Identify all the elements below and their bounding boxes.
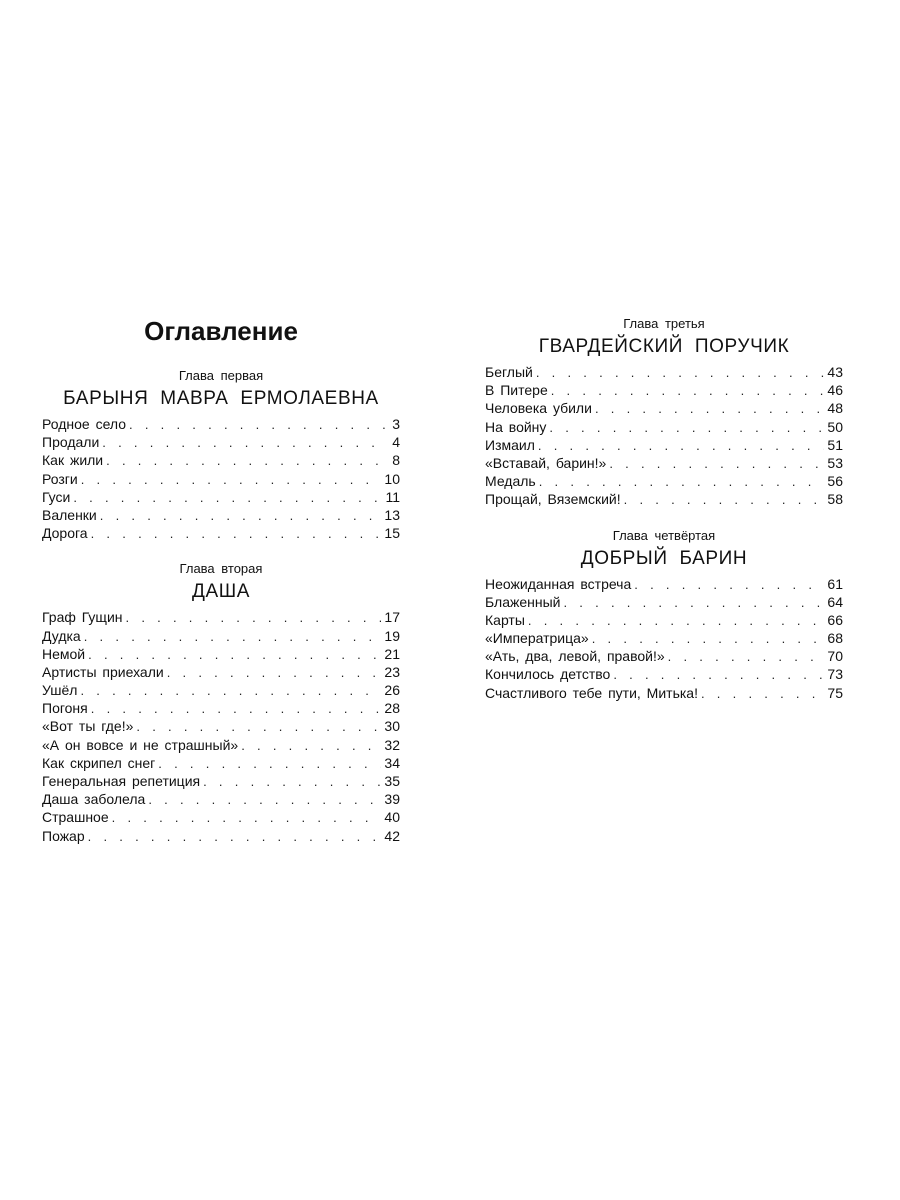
toc-entry-title: Медаль <box>485 473 536 490</box>
dot-leader <box>88 646 381 664</box>
toc-entry[interactable] <box>42 506 400 524</box>
toc-entry[interactable] <box>42 717 400 735</box>
toc-entry-page-number: 3 <box>392 416 400 432</box>
toc-entry-title: Неожиданная встреча <box>485 575 632 592</box>
toc-entry-title: Валенки <box>42 506 97 523</box>
dot-leader <box>624 491 825 509</box>
toc-entry-page-number: 42 <box>384 827 400 844</box>
dot-leader <box>102 434 385 452</box>
toc-entry-page-number: 56 <box>827 473 843 490</box>
toc-entry-page-number: 43 <box>827 364 843 380</box>
toc-entry-page-number: 32 <box>384 736 400 753</box>
toc-entry-title: Родное село <box>42 416 126 432</box>
toc-entry-page-number: 53 <box>827 454 843 471</box>
toc-entry[interactable] <box>42 754 400 772</box>
toc-title: Оглавление <box>144 316 298 346</box>
toc-entry[interactable] <box>42 681 400 699</box>
dot-leader <box>136 718 381 736</box>
toc-entry-page-number: 70 <box>827 648 843 665</box>
dot-leader <box>592 630 825 648</box>
dot-leader <box>241 737 381 755</box>
toc-entry[interactable] <box>485 647 843 665</box>
toc-entry-title: Дорога <box>42 525 88 542</box>
chapter-label: Глава первая <box>178 368 264 383</box>
chapter-label: Глава четвёртая <box>612 527 716 543</box>
toc-entry-title: «Вот ты где!» <box>42 718 134 735</box>
toc-entry-title: Розги <box>42 470 78 487</box>
dot-leader <box>203 773 381 791</box>
toc-entry[interactable] <box>42 790 400 808</box>
chapter-entries <box>42 415 400 542</box>
toc-entry[interactable] <box>42 736 400 754</box>
toc-entry-title: Гуси <box>42 488 71 505</box>
dot-leader <box>551 382 825 400</box>
toc-entry-page-number: 28 <box>384 700 400 717</box>
toc-entry-page-number: 50 <box>827 418 843 435</box>
toc-entry-page-number: 34 <box>384 754 400 771</box>
toc-left-column <box>42 316 400 845</box>
dot-leader <box>613 666 824 684</box>
toc-entry-title: Карты <box>485 611 525 628</box>
toc-entry[interactable] <box>485 684 843 702</box>
dot-leader <box>106 452 385 470</box>
chapter-entries <box>485 363 843 509</box>
toc-entry-page-number: 17 <box>384 609 400 626</box>
chapter-entries <box>42 608 400 844</box>
toc-entry-page-number: 58 <box>827 491 843 508</box>
dot-leader <box>701 685 824 703</box>
chapter-label: Глава третья <box>623 316 705 331</box>
toc-entry[interactable] <box>42 608 400 626</box>
toc-entry-page-number: 19 <box>384 627 400 644</box>
toc-entry-title: Беглый <box>485 364 533 380</box>
toc-entry-title: Ушёл <box>42 682 78 699</box>
dot-leader <box>112 809 382 827</box>
toc-entry-title: Прощай, Вяземский! <box>485 491 621 508</box>
toc-entry-page-number: 39 <box>384 791 400 808</box>
toc-entry[interactable] <box>42 645 400 663</box>
toc-entry-page-number: 73 <box>827 666 843 683</box>
toc-entry-title: Кончилось детство <box>485 666 611 683</box>
dot-leader <box>126 609 382 627</box>
toc-entry[interactable] <box>485 665 843 683</box>
toc-entry[interactable] <box>42 415 400 433</box>
dot-leader <box>536 364 825 382</box>
toc-entry[interactable] <box>42 772 400 790</box>
toc-entry[interactable] <box>485 399 843 417</box>
toc-entry-page-number: 64 <box>827 593 843 610</box>
toc-entry-page-number: 35 <box>384 773 400 789</box>
toc-entry-title: Как жили <box>42 452 104 469</box>
toc-entry-page-number: 40 <box>384 809 400 826</box>
chapter-1 <box>42 368 400 542</box>
dot-leader <box>91 525 382 543</box>
toc-entry-page-number: 30 <box>384 718 400 735</box>
toc-entry-title: На войну <box>485 418 547 435</box>
toc-entry[interactable] <box>485 472 843 490</box>
toc-entry-title: Счастливого тебе пути, Митька! <box>485 684 698 701</box>
dot-leader <box>668 648 825 666</box>
toc-entry-page-number: 51 <box>827 436 843 453</box>
toc-entry-page-number: 68 <box>827 630 843 647</box>
chapter-title: БАРЫНЯ МАВРА ЕРМОЛАЕВНА <box>63 388 379 409</box>
toc-entry[interactable] <box>42 808 400 826</box>
dot-leader <box>148 791 381 809</box>
toc-entry-page-number: 21 <box>384 645 400 662</box>
toc-entry[interactable] <box>485 418 843 436</box>
toc-entry[interactable] <box>485 381 843 399</box>
toc-entry[interactable] <box>42 663 400 681</box>
toc-entry[interactable] <box>42 433 400 451</box>
toc-entry[interactable] <box>485 611 843 629</box>
dot-leader <box>91 700 382 718</box>
toc-entry-title: Продали <box>42 434 100 451</box>
toc-entry[interactable] <box>485 363 843 381</box>
toc-entry-title: Как скрипел снег <box>42 754 156 771</box>
toc-entry[interactable] <box>42 627 400 645</box>
toc-entry-page-number: 26 <box>384 682 400 699</box>
chapter-title: ДАША <box>191 581 251 603</box>
toc-entry-page-number: 10 <box>384 470 400 487</box>
toc-entry-title: «Ать, два, левой, правой!» <box>485 648 665 665</box>
chapter-2 <box>42 561 400 844</box>
toc-entry-title: Генеральная репетиция <box>42 773 201 789</box>
toc-entry[interactable] <box>485 436 843 454</box>
dot-leader <box>80 682 381 700</box>
dot-leader <box>81 471 382 489</box>
chapter-3 <box>485 316 843 509</box>
dot-leader <box>539 473 825 491</box>
dot-leader <box>167 664 382 682</box>
dot-leader <box>595 400 824 418</box>
toc-entry[interactable] <box>485 593 843 611</box>
dot-leader <box>609 455 824 473</box>
toc-entry-page-number: 4 <box>392 434 400 451</box>
chapter-entries <box>485 575 843 702</box>
toc-entry-title: Артисты приехали <box>42 663 164 680</box>
toc-entry-title: «Вставай, барин!» <box>485 454 607 471</box>
chapter-title: ГВАРДЕЙСКИЙ ПОРУЧИК <box>538 336 790 357</box>
toc-entry-title: Погоня <box>42 700 88 717</box>
dot-leader <box>158 755 381 773</box>
chapter-label: Глава вторая <box>179 561 263 577</box>
toc-entry[interactable] <box>42 470 400 488</box>
toc-entry-title: Даша заболела <box>42 791 146 808</box>
toc-entry-page-number: 61 <box>827 575 843 592</box>
toc-entry-title: В Питере <box>485 382 548 399</box>
toc-entry[interactable] <box>42 488 400 506</box>
toc-entry-page-number: 13 <box>384 506 400 523</box>
dot-leader <box>634 576 824 594</box>
toc-entry-title: Блаженный <box>485 593 561 610</box>
toc-entry-page-number: 23 <box>384 663 400 680</box>
toc-entry[interactable] <box>42 451 400 469</box>
dot-leader <box>100 507 382 525</box>
toc-entry-title: «А он вовсе и не страшный» <box>42 736 239 753</box>
toc-entry-page-number: 48 <box>827 400 843 417</box>
toc-entry-title: Немой <box>42 645 86 662</box>
toc-entry-page-number: 46 <box>827 382 843 399</box>
dot-leader <box>73 489 382 507</box>
dot-leader <box>549 419 824 437</box>
dot-leader <box>84 628 382 646</box>
toc-entry[interactable] <box>485 454 843 472</box>
dot-leader <box>538 437 825 455</box>
toc-entry-title: Пожар <box>42 827 85 844</box>
toc-entry[interactable] <box>42 699 400 717</box>
chapter-title: ДОБРЫЙ БАРИН <box>580 547 748 569</box>
toc-entry-title: Граф Гущин <box>42 609 123 626</box>
toc-entry-page-number: 75 <box>827 684 843 701</box>
dot-leader <box>129 416 385 434</box>
toc-entry-title: Дудка <box>42 627 81 644</box>
toc-entry-page-number: 15 <box>384 525 400 542</box>
dot-leader <box>528 612 825 630</box>
toc-entry-title: Страшное <box>42 809 109 826</box>
toc-entry-title: Измаил <box>485 436 535 453</box>
toc-entry[interactable] <box>485 629 843 647</box>
toc-entry[interactable] <box>485 490 843 508</box>
toc-entry-page-number: 8 <box>392 452 400 469</box>
toc-entry[interactable] <box>42 524 400 542</box>
toc-entry[interactable] <box>485 575 843 593</box>
toc-entry-title: Человека убили <box>485 400 592 417</box>
toc-entry-page-number: 11 <box>385 488 400 505</box>
toc-entry-page-number: 66 <box>827 611 843 628</box>
dot-leader <box>563 594 824 612</box>
toc-right-column <box>485 316 843 702</box>
toc-entry[interactable] <box>42 827 400 845</box>
toc-entry-title: «Императрица» <box>485 630 589 647</box>
dot-leader <box>88 828 382 846</box>
chapter-4 <box>485 528 843 702</box>
